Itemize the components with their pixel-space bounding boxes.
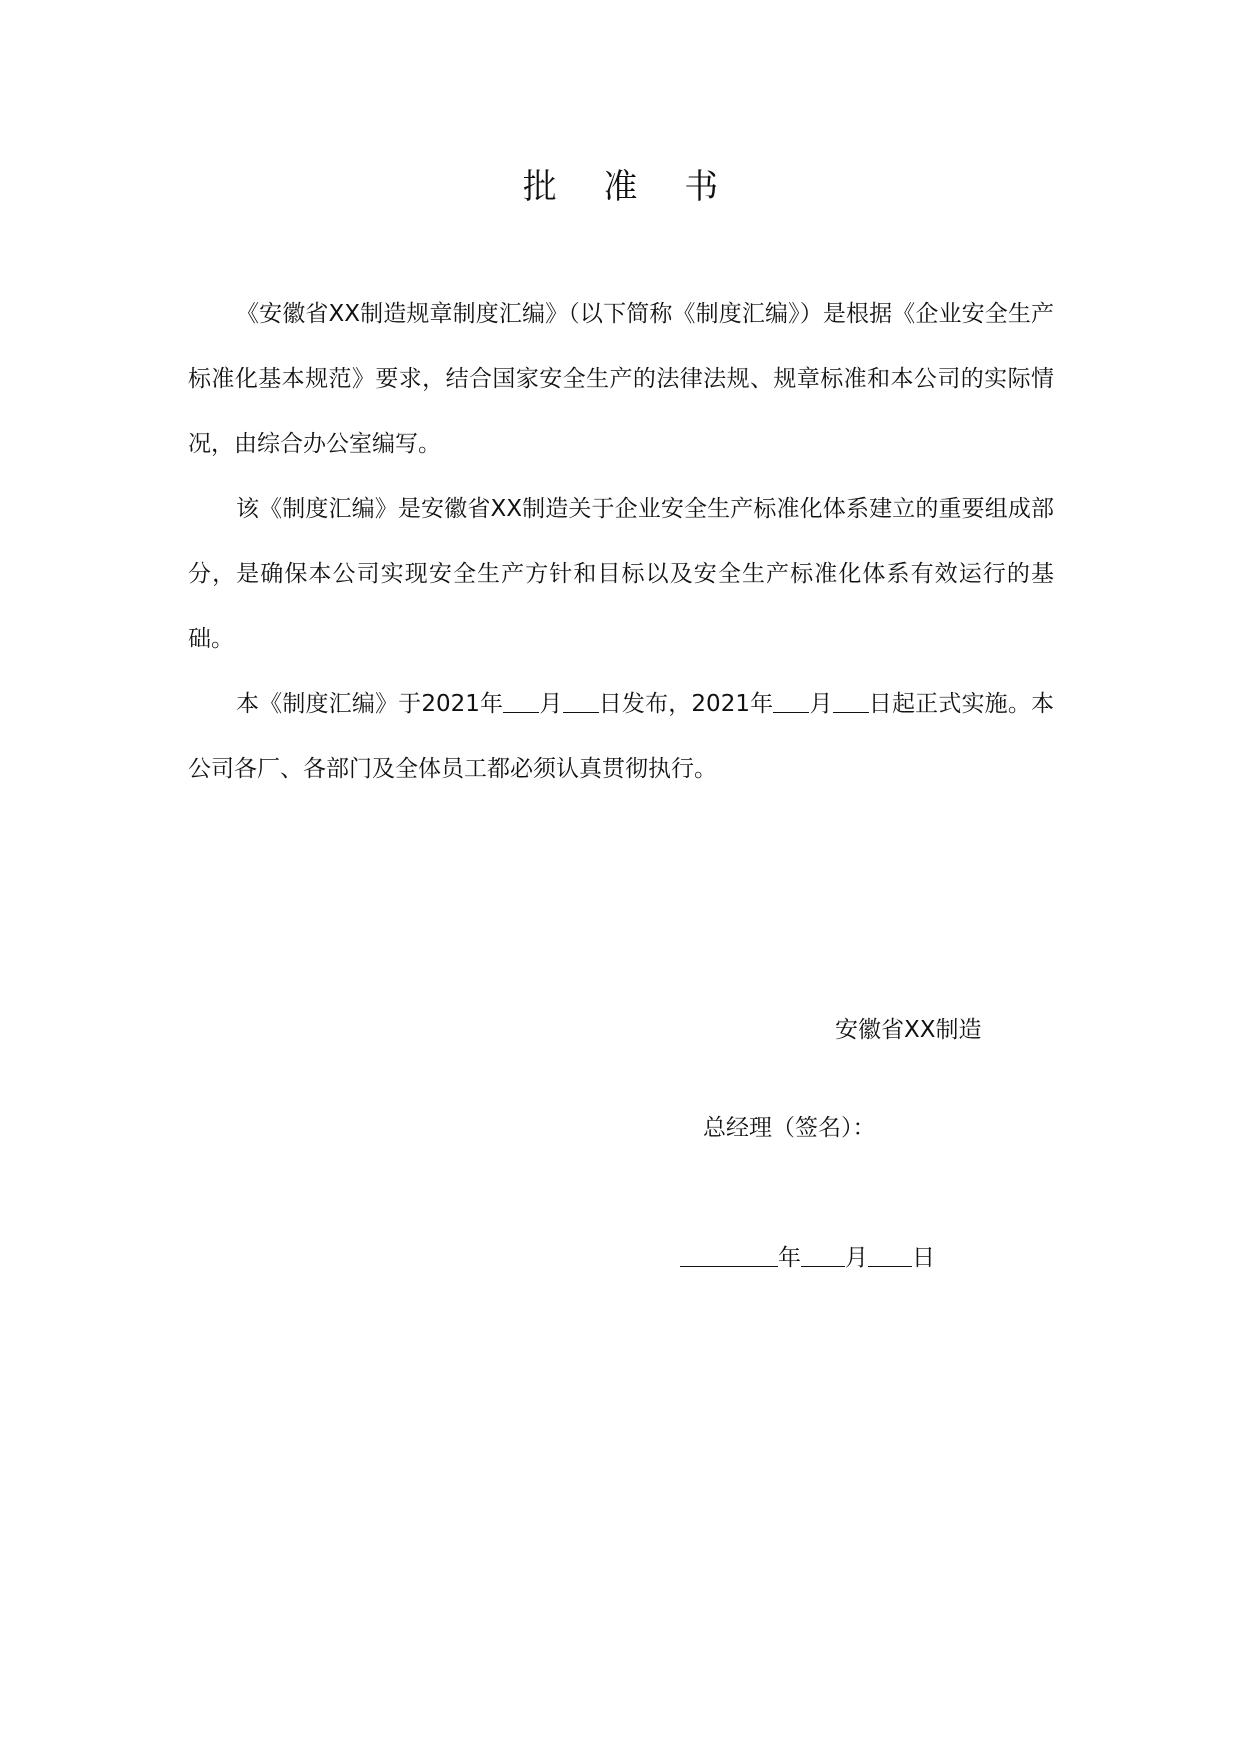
- day-label: 日: [912, 1245, 935, 1271]
- year-label: 年: [778, 1245, 801, 1271]
- year-blank: [680, 1243, 778, 1267]
- document-title: 批 准 书: [522, 167, 737, 207]
- month-label: 月: [845, 1245, 868, 1271]
- effective-text-part2: 月: [539, 691, 563, 717]
- paragraph-intro: 《安徽省XX制造规章制度汇编》（以下简称《制度汇编》）是根据《企业安全生产标准化基本规范》要求，结合国家安全生产的法律法规、规章标准和本公司的实际情况，由综合办公室编写。: [188, 301, 1054, 457]
- publish-month-blank: [503, 689, 539, 713]
- paragraph-effective-date: [188, 672, 1054, 802]
- effective-text-part4: 月: [809, 691, 833, 717]
- effective-text-part1: 本《制度汇编》于2021年: [236, 691, 504, 717]
- effective-text-part3: 日发布，2021年: [598, 691, 774, 717]
- signature-label: 总经理（签名）：: [703, 1115, 876, 1141]
- effective-text-part5: 日起正式实施。本公司各厂、各部门及全体员工都必须认真贯彻执行。: [188, 691, 1054, 782]
- signature-date: [680, 1238, 935, 1278]
- document-body: [188, 282, 1054, 802]
- effective-month-blank: [773, 689, 809, 713]
- month-blank: [801, 1243, 845, 1267]
- day-blank: [868, 1243, 912, 1267]
- company-name: 安徽省XX制造: [835, 1017, 982, 1043]
- paragraph-purpose: 该《制度汇编》是安徽省XX制造关于企业安全生产标准化体系建立的重要组成部分，是确保本公司实现安全生产方针和目标以及安全生产标准化体系有效运行的基础。: [188, 496, 1054, 652]
- effective-day-blank: [833, 689, 869, 713]
- publish-day-blank: [563, 689, 599, 713]
